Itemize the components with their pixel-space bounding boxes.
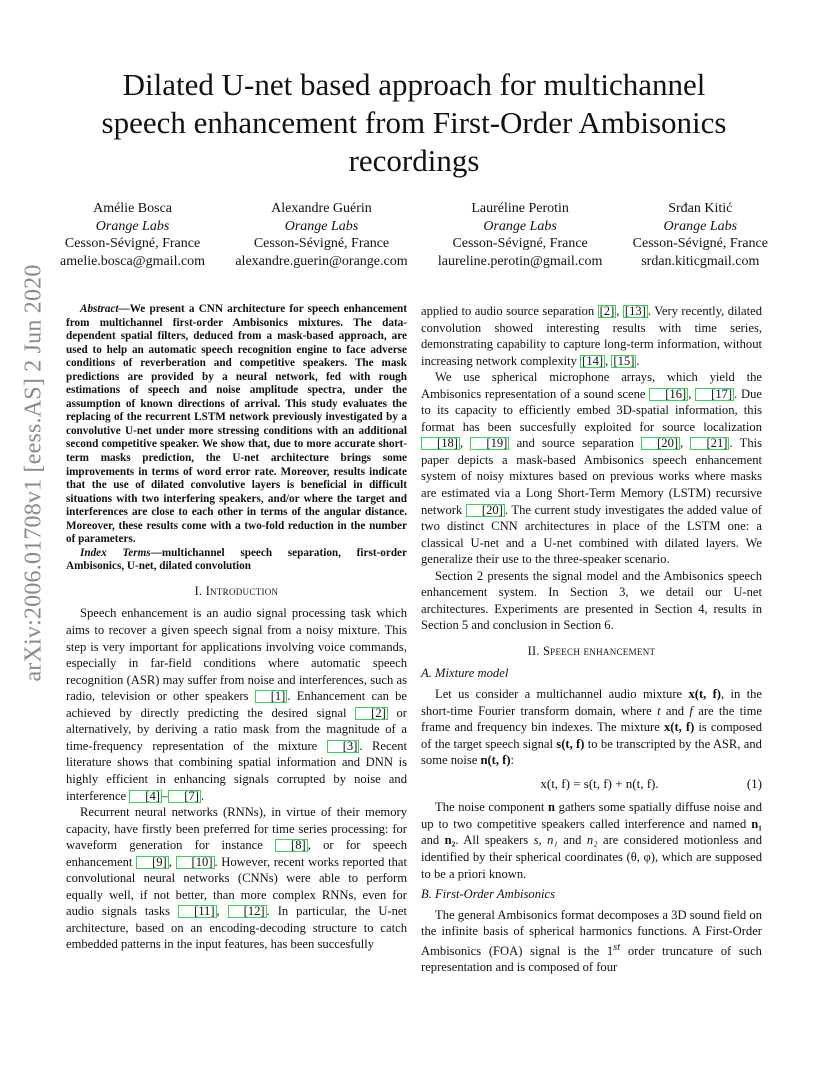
author-affiliation: Orange Labs [663,218,738,234]
citation-link[interactable]: [20] [641,437,680,450]
author-affiliation: Orange Labs [95,218,170,234]
subsection-heading-foa: B. First-Order Ambisonics [421,887,555,902]
citation-link[interactable]: [18] [421,437,460,450]
author-1 [60,200,205,270]
subsection-heading-mixture-model: A. Mixture model [421,666,509,681]
author-affiliation: Orange Labs [284,218,359,234]
citation-link[interactable]: [10] [176,856,215,869]
citation-link[interactable]: [9] [136,856,169,869]
author-name: Srđan Kitić [668,201,733,216]
author-location: Cesson-Sévigné, France [632,236,768,251]
right-column [421,303,762,976]
citation-link[interactable]: [16] [649,388,688,401]
author-email: srdan.kiticgmail.com [641,253,760,269]
author-2 [235,200,407,270]
author-block [60,200,768,270]
body-paragraph: We use spherical microphone arrays, which yield the Ambisonics representation of a sound scene [16] , [17] . Due to its capacity to efficiently embed 3D-spatial information, this format has been succesfully exploited for source localization [18] , [19] and source separation [20] , [21] . This paper depicts a mask-based Ambisonics speech enhancement system of noisy mixtures based on previous works where masks are estimated via a Long Short-Term Memory (LSTM) recursive network [20] . The current study investigates the added value of two distinct CNN architectures in place of the LSTM one: a classical U-net and a U-net combined with dilated layers. We generalize their use to the three-speaker scenario. [421,370,763,567]
citation-link[interactable]: [14] [582,353,604,368]
equation-body: x(t, f) = s(t, f) + n(t, f). [540,775,659,791]
abstract-text: —We present a CNN architecture for speech enhancement from multichannel first-order Ambisonics mixtures. The data-dependent spatial filters, deduced from a mask-based approach, are used to help an automatic speech recognition engine to face adverse conditions of reverberation and competitive speakers. The mask predictions are provided by a neural network, fed with rough estimations of speech and noise amplitude spectra, under the assumption of known directions of arrival. This study evaluates the replacing of the recurrent LSTM network previously investigated by a convolutive U-net under more stressing conditions with an additional second competitive speaker. We show that, due to more accurate short-term masks prediction, the U-net architecture brings some improvements in terms of word error rate. Moreover, results indicate that the use of dilated convolutive layers is beneficial in difficult situations with two interfering speakers, and/or where the target and interferences are close to each other in terms of the angular distance. Moreover, these results come with a two-fold reduction in the number of parameters. [66,303,407,546]
body-paragraph: Let us consider a multichannel audio mixture x(t, f), in the short-time Fourier transform domain, where t and f are the time frame and frequency bin indexes. The mixture x(t, f) is composed of the target speech signal s(t, f) to be transcripted by the ASR, and some noise n(t, f): [421,687,763,768]
equation-1 [421,776,762,793]
citation-link[interactable]: [3] [327,740,360,753]
paper-title: Dilated U-net based approach for multichannel speech enhancement from First-Order Ambisonics recordings [101,67,727,178]
author-4 [633,200,768,270]
body-paragraph: applied to audio source separation [2] , [13] . Very recently, dilated convolution showed interesting results with time series, demonstrating capability to capture long-term information, without increasing network complexity [14] , [15] . [421,304,762,368]
abstract-label: Abstract [80,303,119,315]
abstract-paragraph [66,303,407,547]
author-email: amelie.bosca@gmail.com [60,253,206,269]
abstract [66,303,407,574]
author-name: Alexandre Guérin [271,201,372,216]
arxiv-identifier: arXiv:2006.01708v1 [eess.AS] 2 Jun 2020 [20,263,47,682]
author-email: laureline.perotin@gmail.com [437,253,603,269]
citation-link[interactable]: [7] [168,790,201,803]
citation-link[interactable]: [20] [466,504,505,517]
citation-link[interactable]: [4] [129,790,162,803]
author-name: Amélie Bosca [93,201,172,216]
index-terms [66,547,407,574]
section-heading-speech-enhancement: II. Speech enhancement [527,643,656,658]
author-3 [438,200,603,270]
citation-link[interactable]: [12] [228,905,267,918]
body-paragraph: The general Ambisonics format decomposes a 3D sound field on the infinite basis of spherical harmonics functions. A First-Order Ambisonics (FOA) signal is the 1st order truncature of such representation and is composed of four [421,907,762,975]
citation-link[interactable]: [8] [275,839,308,852]
equation-number: (1) [746,775,762,791]
author-location: Cesson-Sévigné, France [253,236,390,251]
intro-paragraph-1: Speech enhancement is an audio signal processing task which aims to recover a given speech signal from a noisy mixture. This step is very important for applications involving voice commands, especially in far-field conditions where automatic speech recognition (ASR) may suffer from noise and interferences, such as radio, television or other speakers [1] . Enhancement can be achieved by directly predicting the desired signal [2] or alternatively, by deriving a ratio mask from the magnitude of a time-frequency representation of the mixture [3] . Recent literature shows that combining spatial information and DNN is highly efficient in enhancing signals corrupted by noise and interference [4] – [7] . [66,606,408,803]
body-paragraph: Section 2 presents the signal model and the Ambisonics speech enhancement system. In Section 3, we detail our U-net architectures. Experiments are presented in Section 4, results in Section 5 and conclusion in Section 6. [421,568,762,633]
citation-link[interactable]: [2] [355,707,388,720]
author-location: Cesson-Sévigné, France [452,236,588,251]
citation-link[interactable]: [15] [613,353,635,368]
author-affiliation: Orange Labs [483,218,557,234]
citation-link[interactable]: [11] [178,905,217,918]
author-name: Lauréline Perotin [471,201,569,216]
citation-link[interactable]: [1] [255,690,288,703]
citation-link[interactable]: [17] [695,388,734,401]
citation-link[interactable]: [21] [690,437,729,450]
left-column [66,303,407,953]
author-location: Cesson-Sévigné, France [64,236,201,251]
citation-link[interactable]: [19] [470,437,509,450]
index-terms-text: —multichannel speech separation, first-order Ambisonics, U-net, dilated convolution [66,546,407,573]
citation-link[interactable]: [2] [599,304,615,318]
intro-paragraph-2: Recurrent neural networks (RNNs), in virtue of their memory capacity, have firstly been preferred for time series processing: for waveform generation for instance [8] , or for speech enhancement [9] , [10] . However, recent works reported that convolutional neural networks (CNNs) were able to perform equally well, if not better, than more complex RNNs, even for audio signals tasks [11] , [12] . In particular, the U-net architecture, based on an encoding-decoding structure to catch embedded patterns in the input features, has been succesfully [66,805,407,952]
author-email: alexandre.guerin@orange.com [235,253,408,269]
index-terms-label: Index Terms [80,546,151,559]
section-heading-introduction: I. Introduction [194,583,279,598]
body-paragraph: The noise component n gathers some spatially diffuse noise and up to two competitive speakers called interference and named n₁ and n₂. All speakers s, n₁ and n₂ are considered motionless and identified by their spherical coordinates (θ, φ), which are supposed to be a priori known. [421,800,762,881]
citation-link[interactable]: [13] [624,304,646,318]
